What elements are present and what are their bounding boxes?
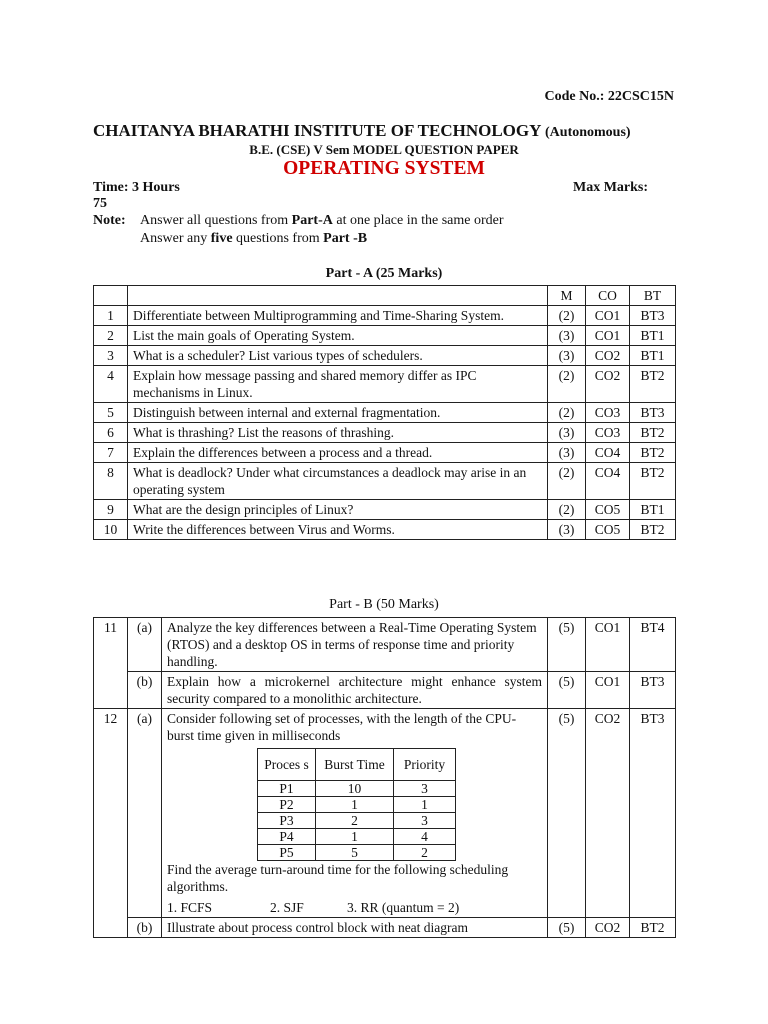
- question-row: [94, 346, 676, 366]
- course-outcome: CO2: [586, 918, 630, 938]
- part-b-title: Part - B (50 Marks): [329, 597, 439, 612]
- marks: (5): [548, 918, 586, 938]
- institute-title: CHAITANYA BHARATHI INSTITUTE OF TECHNOLOGY: [93, 121, 541, 140]
- bloom-level: BT3: [630, 709, 676, 918]
- course-outcome: CO4: [586, 443, 630, 463]
- question-number: 2: [94, 326, 128, 346]
- question-text: Explain the differences between a process and a thread.: [128, 443, 548, 463]
- question-row: [94, 403, 676, 423]
- marks: (5): [548, 709, 586, 918]
- course-outcome: CO1: [586, 618, 630, 672]
- question-12b-row: [94, 918, 676, 938]
- question-number: 8: [94, 463, 128, 500]
- burst-time: 2: [316, 813, 394, 829]
- question-text: What is a scheduler? List various types of schedulers.: [128, 346, 548, 366]
- marks: (2): [548, 463, 586, 500]
- burst-time-header: Burst Time: [316, 749, 394, 781]
- question-text: Distinguish between internal and external fragmentation.: [128, 403, 548, 423]
- bloom-level: BT4: [630, 618, 676, 672]
- process-row: [258, 781, 456, 797]
- marks: (5): [548, 618, 586, 672]
- question-text: What is deadlock? Under what circumstances a deadlock may arise in an operating system: [128, 463, 548, 500]
- bloom-level: BT2: [630, 918, 676, 938]
- part-a-table: [93, 285, 676, 540]
- bloom-level: BT2: [630, 463, 676, 500]
- question-11b-row: [94, 672, 676, 709]
- marks: (3): [548, 520, 586, 540]
- subject-title: OPERATING SYSTEM: [283, 158, 485, 179]
- max-marks-label: Max Marks:: [573, 180, 649, 195]
- algorithm-item: 1. FCFS: [167, 900, 213, 915]
- bloom-level: BT1: [630, 326, 676, 346]
- question-row: [94, 326, 676, 346]
- algorithm-item: 2. SJF: [270, 900, 304, 915]
- marks: (2): [548, 403, 586, 423]
- question-text: What is thrashing? List the reasons of thrashing.: [128, 423, 548, 443]
- part-a-header-row: [94, 286, 676, 306]
- course-outcome: CO4: [586, 463, 630, 500]
- priority: 2: [394, 845, 456, 861]
- process-table-header: [258, 749, 456, 781]
- bloom-level: BT3: [630, 672, 676, 709]
- part-a-title: Part - A (25 Marks): [325, 266, 443, 281]
- question-row: [94, 306, 676, 326]
- marks: (2): [548, 366, 586, 403]
- question-text-cell: [162, 709, 548, 918]
- burst-time: 5: [316, 845, 394, 861]
- question-number: 1: [94, 306, 128, 326]
- process-header: Proces s: [258, 749, 316, 781]
- bloom-level: BT3: [630, 306, 676, 326]
- question-text: Write the differences between Virus and Worms.: [128, 520, 548, 540]
- header-bt: BT: [630, 286, 676, 306]
- marks: (2): [548, 500, 586, 520]
- time-label: Time: 3 Hours: [93, 180, 180, 195]
- priority: 3: [394, 813, 456, 829]
- course-outcome: CO1: [586, 672, 630, 709]
- question-text: Illustrate about process control block with neat diagram: [162, 918, 548, 938]
- note-label: Note:: [93, 213, 126, 228]
- program-line: B.E. (CSE) V Sem MODEL QUESTION PAPER: [249, 142, 519, 157]
- bloom-level: BT1: [630, 346, 676, 366]
- sub-label: (b): [128, 918, 162, 938]
- question-row: [94, 443, 676, 463]
- process-name: P3: [258, 813, 316, 829]
- question-number: 9: [94, 500, 128, 520]
- process-name: P5: [258, 845, 316, 861]
- priority: 4: [394, 829, 456, 845]
- course-outcome: CO2: [586, 709, 630, 918]
- bloom-level: BT2: [630, 443, 676, 463]
- question-number: 3: [94, 346, 128, 366]
- marks: (2): [548, 306, 586, 326]
- marks: (5): [548, 672, 586, 709]
- process-table: [257, 748, 456, 861]
- header-co: CO: [586, 286, 630, 306]
- bloom-level: BT2: [630, 366, 676, 403]
- question-number: 12: [94, 709, 128, 938]
- max-marks-value: 75: [93, 196, 107, 211]
- question-text: Consider following set of processes, with the length of the CPU-burst time given in milliseconds: [167, 711, 517, 743]
- burst-time: 1: [316, 829, 394, 845]
- question-text: Explain how message passing and shared memory differ as IPC mechanisms in Linux.: [128, 366, 548, 403]
- institute-name: [93, 121, 683, 141]
- course-outcome: CO2: [586, 346, 630, 366]
- course-outcome: CO1: [586, 326, 630, 346]
- question-11a-row: [94, 618, 676, 672]
- note-line-2: Answer any five questions from Part -B: [140, 231, 368, 246]
- marks: (3): [548, 423, 586, 443]
- course-outcome: CO5: [586, 500, 630, 520]
- question-text: What are the design principles of Linux?: [128, 500, 548, 520]
- question-row: [94, 366, 676, 403]
- burst-time: 10: [316, 781, 394, 797]
- process-row: [258, 829, 456, 845]
- course-outcome: CO3: [586, 403, 630, 423]
- process-row: [258, 813, 456, 829]
- question-text: List the main goals of Operating System.: [128, 326, 548, 346]
- priority: 1: [394, 797, 456, 813]
- burst-time: 1: [316, 797, 394, 813]
- question-number: 10: [94, 520, 128, 540]
- bloom-level: BT2: [630, 423, 676, 443]
- process-name: P2: [258, 797, 316, 813]
- question-number: 4: [94, 366, 128, 403]
- sub-label: (a): [128, 709, 162, 918]
- algorithm-list: [167, 899, 542, 916]
- marks: (3): [548, 346, 586, 366]
- course-outcome: CO5: [586, 520, 630, 540]
- header-m: M: [548, 286, 586, 306]
- question-number: 7: [94, 443, 128, 463]
- note-line-1: Answer all questions from Part-A at one place in the same order: [140, 213, 504, 228]
- question-row: [94, 520, 676, 540]
- part-b-table: [93, 617, 676, 938]
- question-text: Analyze the key differences between a Real-Time Operating System (RTOS) and a desktop OS in terms of response time and priority handling.: [162, 618, 548, 672]
- question-12a-row: [94, 709, 676, 918]
- question-row: [94, 463, 676, 500]
- question-number: 11: [94, 618, 128, 709]
- process-row: [258, 797, 456, 813]
- course-outcome: CO1: [586, 306, 630, 326]
- bloom-level: BT2: [630, 520, 676, 540]
- course-outcome: CO2: [586, 366, 630, 403]
- question-row: [94, 500, 676, 520]
- question-followup: Find the average turn-around time for the following scheduling algorithms.: [167, 862, 509, 894]
- marks: (3): [548, 443, 586, 463]
- bloom-level: BT3: [630, 403, 676, 423]
- sub-label: (b): [128, 672, 162, 709]
- question-number: 6: [94, 423, 128, 443]
- code-number: Code No.: 22CSC15N: [544, 89, 674, 104]
- autonomous-label: (Autonomous): [545, 125, 631, 140]
- question-text: Differentiate between Multiprogramming and Time-Sharing System.: [128, 306, 548, 326]
- process-name: P4: [258, 829, 316, 845]
- marks: (3): [548, 326, 586, 346]
- question-text: Explain how a microkernel architecture might enhance system security compared to a monolithic architecture.: [162, 672, 548, 709]
- sub-label: (a): [128, 618, 162, 672]
- process-row: [258, 845, 456, 861]
- question-number: 5: [94, 403, 128, 423]
- priority-header: Priority: [394, 749, 456, 781]
- process-name: P1: [258, 781, 316, 797]
- bloom-level: BT1: [630, 500, 676, 520]
- algorithm-item: 3. RR (quantum = 2): [347, 900, 460, 915]
- question-row: [94, 423, 676, 443]
- priority: 3: [394, 781, 456, 797]
- course-outcome: CO3: [586, 423, 630, 443]
